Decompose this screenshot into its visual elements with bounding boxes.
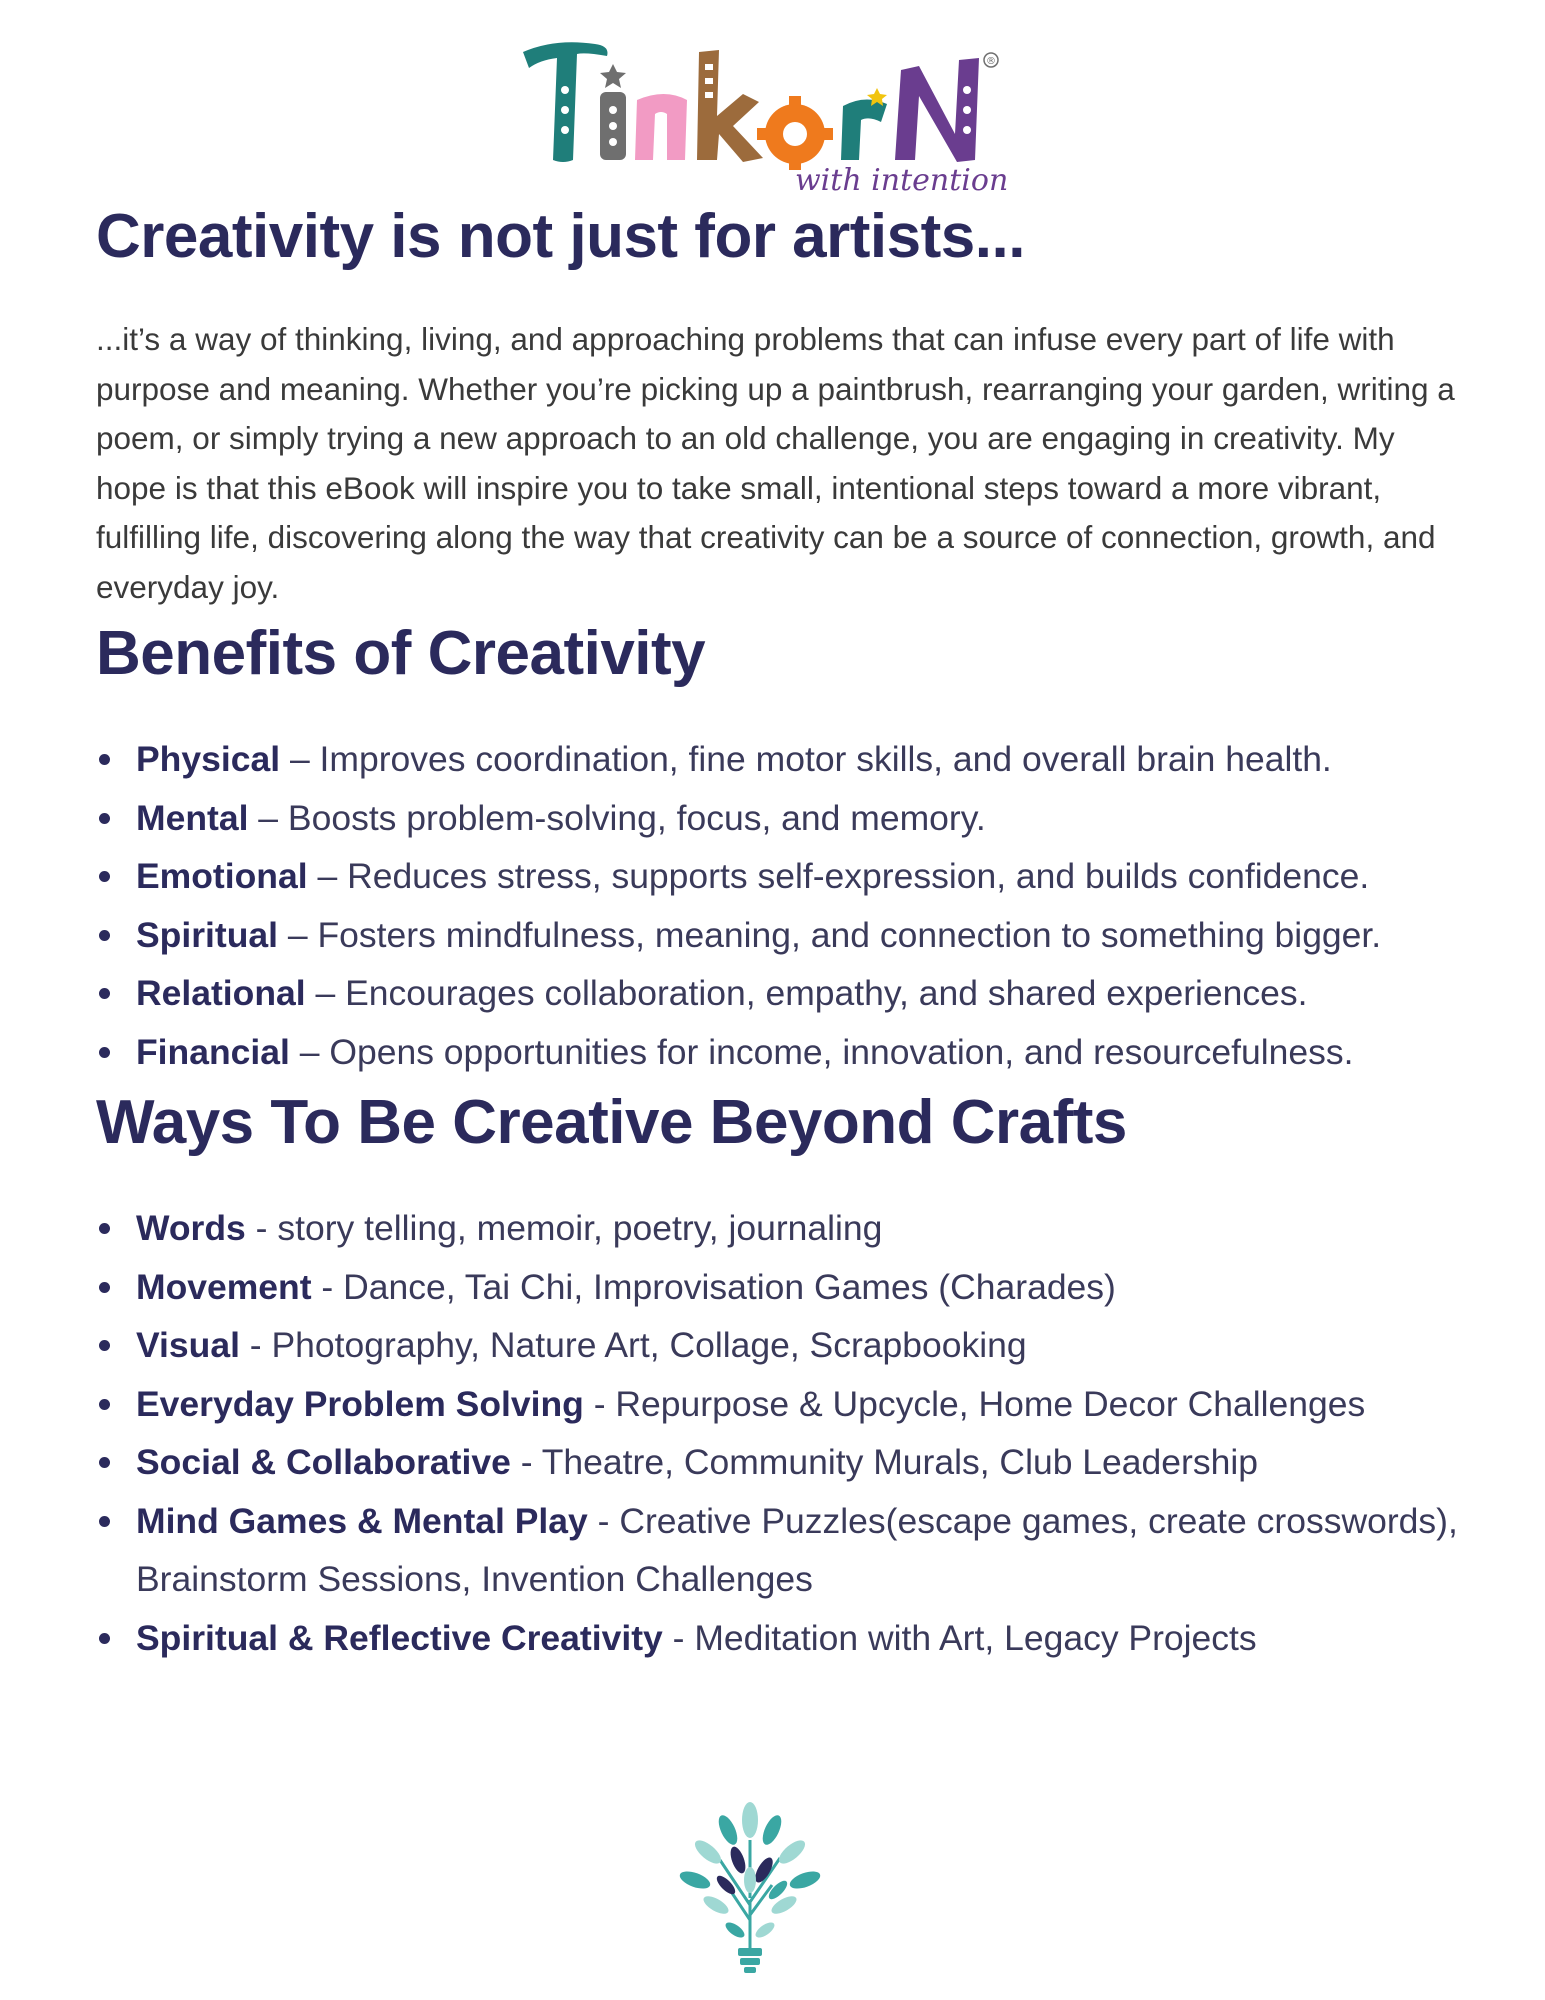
bullet-icon [99, 1457, 110, 1468]
bullet-icon [99, 1633, 110, 1644]
list-item [96, 789, 1466, 848]
ways-heading: Ways To Be Creative Beyond Crafts [96, 1088, 1127, 1157]
way-description: - Meditation with Art, Legacy Projects [662, 1617, 1257, 1658]
benefit-term: Emotional [136, 856, 308, 896]
page-content [96, 195, 1466, 1667]
way-description: - story telling, memoir, poetry, journaling [245, 1208, 883, 1248]
bullet-icon [99, 988, 110, 999]
list-item [96, 906, 1466, 965]
bullet-icon [99, 1516, 110, 1527]
bullet-icon [99, 871, 110, 882]
logo-letter-n [635, 94, 687, 160]
way-term: Mind Games & Mental Play [136, 1500, 588, 1541]
benefits-heading: Benefits of Creativity [96, 619, 706, 688]
page-title: Creativity is not just for artists... [96, 202, 1025, 271]
intro-paragraph: ...it’s a way of thinking, living, and approaching problems that can infuse every part of life with purpose and meaning. Whether you’re picking up a paintbrush, rearranging your garden, writing a poem, or simply trying a new approach to an old challenge, you are engaging in creativity. My hope is that this eBook will inspire you to take small, intentional steps toward a more vibrant, fulfilling life, discovering along the way that creativity can be a source of connection, growth, and everyday joy. [96, 321, 1455, 605]
list-item [96, 1316, 1466, 1375]
way-description: - Theatre, Community Murals, Club Leadership [510, 1442, 1258, 1482]
logo-tagline: with intention [795, 163, 1009, 198]
way-term: Social & Collaborative [136, 1442, 511, 1482]
benefit-description: – Improves coordination, fine motor skills, and overall brain health. [280, 739, 1332, 779]
list-item [96, 964, 1466, 1023]
bullet-icon [99, 1223, 110, 1234]
benefit-description: – Opens opportunities for income, innovation, and resourcefulness. [289, 1031, 1354, 1072]
benefit-term: Physical [136, 739, 281, 779]
benefit-description: – Reduces stress, supports self-expression, and builds confidence. [307, 856, 1370, 896]
way-description: - Photography, Nature Art, Collage, Scrapbooking [239, 1325, 1027, 1365]
list-item [96, 847, 1466, 906]
list-item [96, 730, 1466, 789]
list-item [96, 1433, 1466, 1492]
way-term: Everyday Problem Solving [136, 1383, 584, 1424]
tinkern-logo [515, 30, 1015, 200]
list-item [96, 1199, 1466, 1258]
benefit-term: Relational [136, 973, 306, 1013]
bullet-icon [99, 1047, 110, 1058]
way-term: Spiritual & Reflective Creativity [136, 1617, 663, 1658]
list-item [96, 1492, 1466, 1609]
way-description: - Creative Puzzles(escape games, create crosswords), Brainstorm Sessions, Invention Challenges [136, 1500, 1458, 1599]
benefit-term: Mental [136, 797, 249, 838]
way-term: Words [136, 1208, 246, 1248]
bullet-icon [99, 754, 110, 765]
list-item [96, 1023, 1466, 1082]
bullet-icon [99, 813, 110, 824]
lightbulb-tree-icon [650, 1780, 850, 1980]
logo-registered-mark: ® [986, 56, 996, 67]
bullet-icon [99, 1282, 110, 1293]
tinkern-logo-graphic [515, 30, 1015, 200]
logo-letter-r [841, 99, 887, 160]
benefit-term: Financial [136, 1031, 290, 1072]
list-item [96, 1258, 1466, 1317]
benefit-description: – Fosters mindfulness, meaning, and connection to something bigger. [278, 914, 1382, 955]
bullet-icon [99, 930, 110, 941]
way-term: Movement [136, 1266, 312, 1307]
benefit-description: – Encourages collaboration, empathy, and shared experiences. [305, 973, 1308, 1013]
benefits-list [96, 730, 1466, 1081]
way-term: Visual [136, 1325, 240, 1365]
list-item [96, 1609, 1466, 1668]
way-description: - Repurpose & Upcycle, Home Decor Challenges [583, 1383, 1366, 1424]
list-item [96, 1375, 1466, 1434]
bullet-icon [99, 1340, 110, 1351]
logo-letter-t [523, 42, 608, 162]
benefit-term: Spiritual [136, 914, 279, 955]
way-description: - Dance, Tai Chi, Improvisation Games (Charades) [311, 1266, 1116, 1307]
benefit-description: – Boosts problem-solving, focus, and memory. [248, 797, 986, 838]
bullet-icon [99, 1399, 110, 1410]
lightbulb-tree-graphic [650, 1780, 850, 1980]
ways-list [96, 1199, 1466, 1667]
